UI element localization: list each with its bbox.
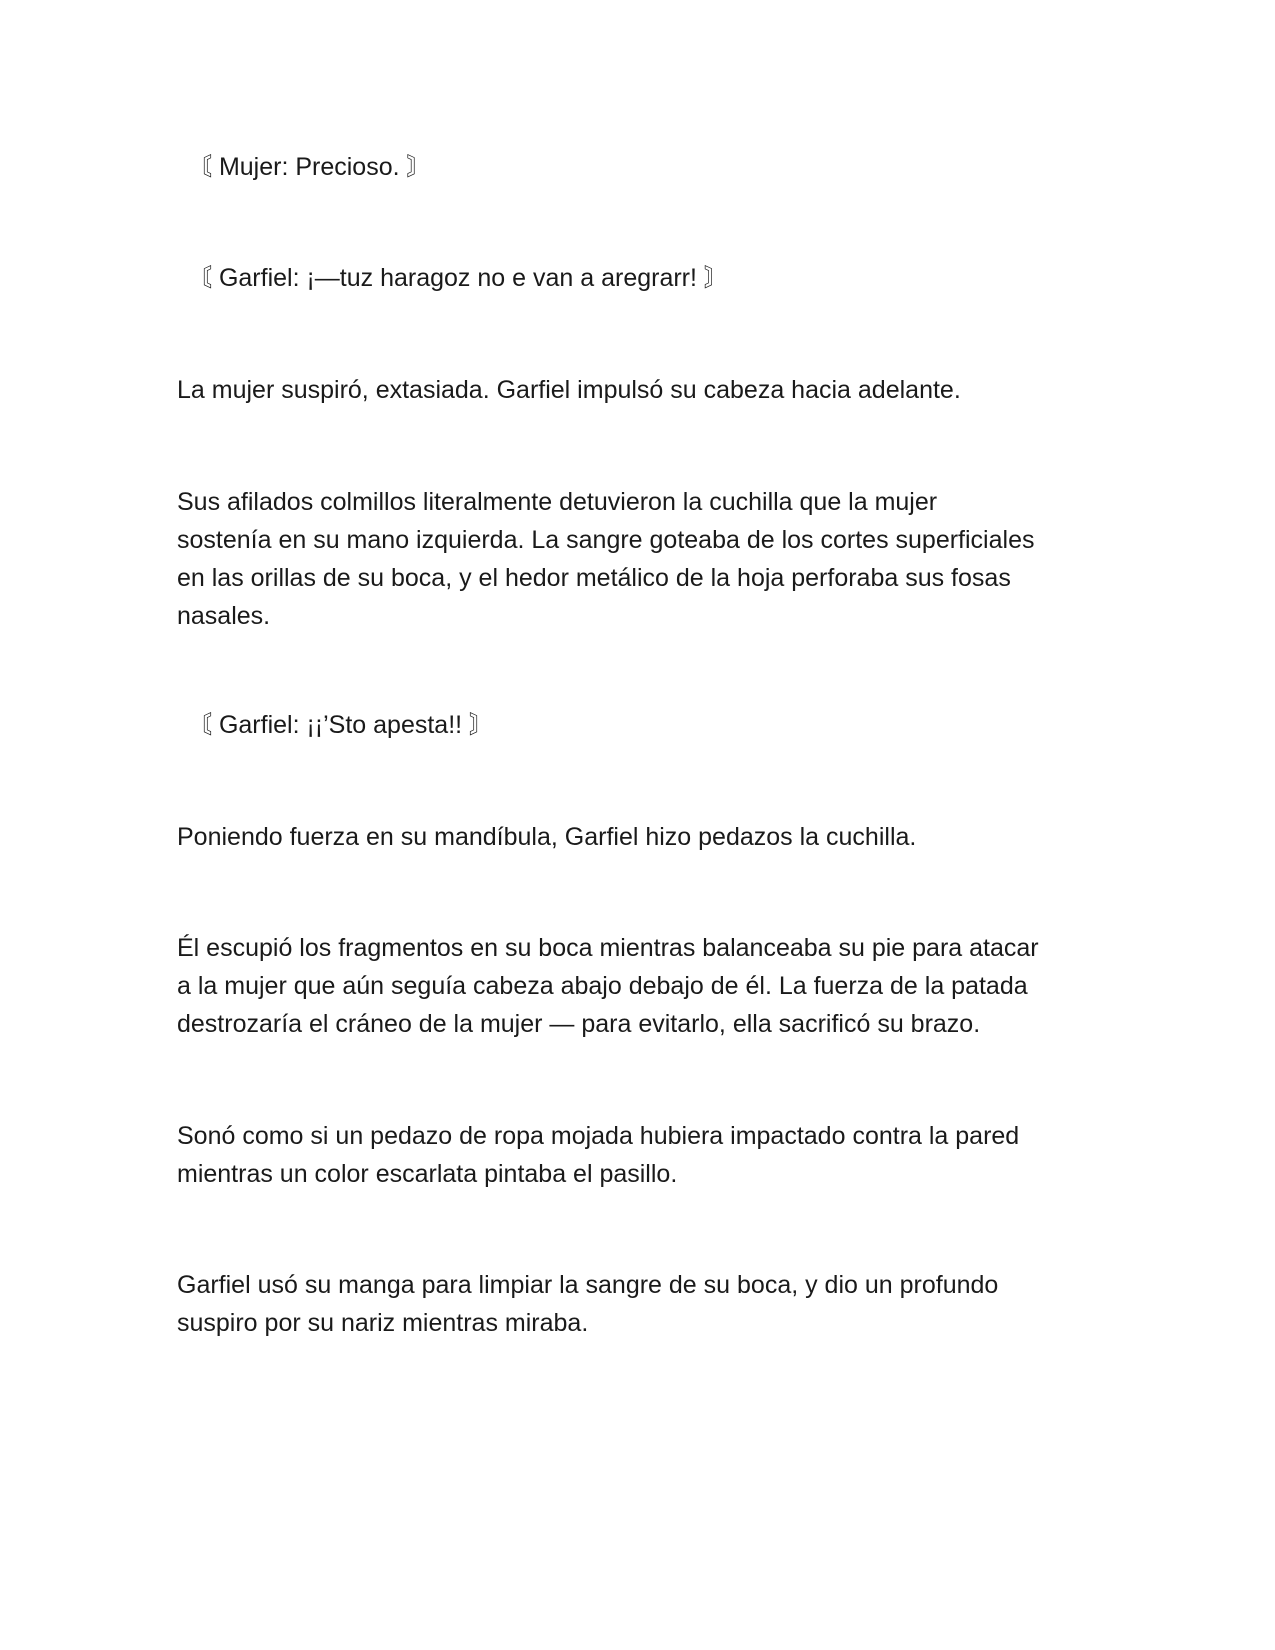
text-line: Sus afilados colmillos literalmente detuvieron la cuchilla que la mujer bbox=[177, 488, 938, 516]
narration-paragraph bbox=[177, 371, 1097, 409]
dialogue-paragraph bbox=[187, 148, 1107, 186]
dialogue-paragraph bbox=[187, 259, 1107, 297]
text-line: 〘 Garfiel: ¡¡’Sto apesta!! 〙 bbox=[187, 711, 495, 739]
text-line: destrozaría el cráneo de la mujer — para evitarlo, ella sacrificó su brazo. bbox=[177, 1010, 981, 1038]
text-line: Sonó como si un pedazo de ropa mojada hubiera impactado contra la pared bbox=[177, 1122, 1020, 1150]
text-line: Poniendo fuerza en su mandíbula, Garfiel hizo pedazos la cuchilla. bbox=[177, 823, 917, 851]
dialogue-paragraph bbox=[187, 706, 1107, 744]
text-line: 〘 Garfiel: ¡—tuz haragoz no e van a aregrarr! 〙 bbox=[187, 264, 729, 292]
text-line: a la mujer que aún seguía cabeza abajo debajo de él. La fuerza de la patada bbox=[177, 972, 1028, 1000]
narration-paragraph bbox=[177, 1266, 1097, 1342]
narration-paragraph bbox=[177, 483, 1097, 635]
text-line: nasales. bbox=[177, 602, 271, 630]
text-line: 〘 Mujer: Precioso. 〙 bbox=[187, 153, 432, 181]
text-line: sostenía en su mano izquierda. La sangre goteaba de los cortes superficiales bbox=[177, 526, 1035, 554]
narration-paragraph bbox=[177, 929, 1097, 1043]
narration-paragraph bbox=[177, 818, 1097, 856]
text-line: suspiro por su nariz mientras miraba. bbox=[177, 1309, 589, 1337]
text-line: mientras un color escarlata pintaba el pasillo. bbox=[177, 1160, 678, 1188]
text-line: en las orillas de su boca, y el hedor metálico de la hoja perforaba sus fosas bbox=[177, 564, 1011, 592]
text-line: Él escupió los fragmentos en su boca mientras balanceaba su pie para atacar bbox=[177, 934, 1039, 962]
narration-paragraph bbox=[177, 1117, 1097, 1193]
text-line: La mujer suspiró, extasiada. Garfiel impulsó su cabeza hacia adelante. bbox=[177, 376, 961, 404]
text-line: Garfiel usó su manga para limpiar la sangre de su boca, y dio un profundo bbox=[177, 1271, 999, 1299]
